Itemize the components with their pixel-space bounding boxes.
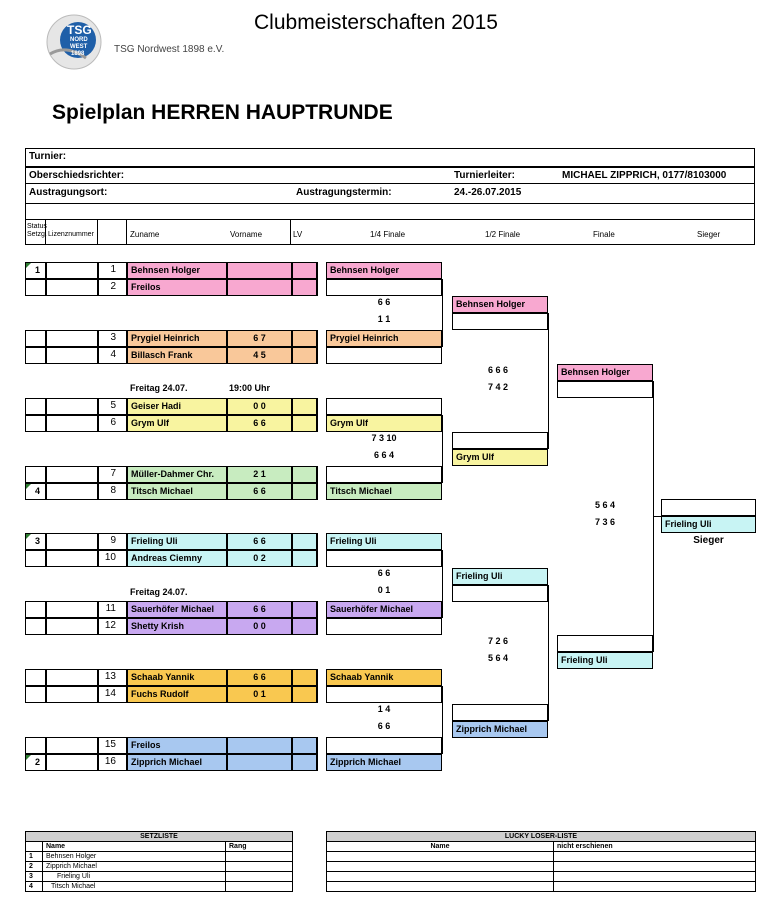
license-cell	[46, 737, 98, 754]
col-zuname: Zuname	[130, 230, 160, 239]
score-sf2-a: 7 2 6	[487, 636, 509, 646]
quarter-slot-top	[326, 466, 442, 483]
seed-marker-icon	[26, 534, 31, 539]
player-number: 2	[98, 279, 127, 296]
score-final-b: 7 3 6	[594, 517, 616, 527]
player-lv	[292, 415, 317, 432]
score-sf1-a: 6 6 6	[487, 365, 509, 375]
player-number: 3	[98, 330, 127, 347]
quarter-winner: Behnsen Holger	[326, 262, 442, 279]
semi-winner: Frieling Uli	[452, 568, 548, 585]
player-name: Behnsen Holger	[127, 262, 227, 279]
quarter-slot-bottom	[326, 686, 442, 703]
player-lv	[292, 737, 317, 754]
setz-name: Behnsen Holger	[43, 852, 226, 862]
player-name: Sauerhöfer Michael	[127, 601, 227, 618]
player-number: 5	[98, 398, 127, 415]
quarter-slot-top	[326, 398, 442, 415]
quarter-winner: Schaab Yannik	[326, 669, 442, 686]
col-status: Status	[27, 223, 47, 230]
setzliste-title: SETZLISTE	[26, 832, 293, 842]
austragungstermin-label: Austragungstermin:	[296, 187, 392, 198]
seed-cell	[25, 618, 46, 635]
player-score	[227, 279, 292, 296]
player-lv	[292, 398, 317, 415]
quarter-winner: Zipprich Michael	[326, 754, 442, 771]
semi-slot-bottom	[452, 313, 548, 330]
player-lv	[292, 347, 317, 364]
license-cell	[46, 669, 98, 686]
setzliste-col-rang: Rang	[226, 842, 293, 852]
quarter-slot-bottom	[326, 550, 442, 567]
score-qf4-b: 6 6	[377, 721, 391, 731]
schedule-day-1: Freitag 24.07.	[130, 383, 188, 393]
setz-num: 2	[26, 862, 43, 872]
player-name: Grym Ulf	[127, 415, 227, 432]
player-lv	[292, 279, 317, 296]
quarter-slot-bottom	[326, 347, 442, 364]
seed-cell: 2	[25, 754, 46, 771]
player-name: Fuchs Rudolf	[127, 686, 227, 703]
final-slot-top	[557, 635, 653, 652]
final-winner: Frieling Uli	[557, 652, 653, 669]
player-lv	[292, 601, 317, 618]
logo-text-4: 1898	[71, 51, 85, 57]
col-setzg: Setzg.	[27, 231, 47, 238]
row-turnier	[25, 148, 755, 167]
player-name: Geiser Hadi	[127, 398, 227, 415]
license-cell	[46, 601, 98, 618]
row-austragung	[25, 184, 755, 204]
setz-name: Titsch Michael	[43, 882, 226, 892]
license-cell	[46, 754, 98, 771]
quarter-winner: Grym Ulf	[326, 415, 442, 432]
license-cell	[46, 618, 98, 635]
seed-marker-icon	[26, 263, 31, 268]
player-name: Müller-Dahmer Chr.	[127, 466, 227, 483]
winner-box-top	[661, 499, 756, 516]
player-number: 7	[98, 466, 127, 483]
player-name: Prygiel Heinrich	[127, 330, 227, 347]
turnierleiter-label: Turnierleiter:	[454, 170, 515, 181]
player-name: Andreas Ciemny	[127, 550, 227, 567]
player-score: 4 5	[227, 347, 292, 364]
player-lv	[292, 754, 317, 771]
quarter-winner: Titsch Michael	[326, 483, 442, 500]
quarter-winner: Frieling Uli	[326, 533, 442, 550]
license-cell	[46, 279, 98, 296]
quarter-slot-top	[326, 737, 442, 754]
schedule-day-2: Freitag 24.07.	[130, 587, 188, 597]
subtitle: Spielplan HERREN HAUPTRUNDE	[52, 101, 393, 124]
player-score: 6 6	[227, 669, 292, 686]
setz-name: Zipprich Michael	[43, 862, 226, 872]
player-score: 6 6	[227, 601, 292, 618]
player-number: 10	[98, 550, 127, 567]
semi-slot-top	[452, 704, 548, 721]
player-lv	[292, 550, 317, 567]
player-score: 0 0	[227, 618, 292, 635]
quarter-slot-bottom	[326, 618, 442, 635]
license-cell	[46, 415, 98, 432]
semi-slot-top	[452, 432, 548, 449]
player-score	[227, 262, 292, 279]
lucky-col-name: Name	[327, 842, 554, 852]
seed-cell	[25, 330, 46, 347]
col-final: Finale	[593, 230, 615, 239]
setz-num: 3	[26, 872, 43, 882]
score-qf1-a: 6 6	[377, 297, 391, 307]
seed-cell	[25, 398, 46, 415]
player-name: Freilos	[127, 279, 227, 296]
license-cell	[46, 466, 98, 483]
player-name: Billasch Frank	[127, 347, 227, 364]
logo-text-3: WEST	[70, 44, 88, 50]
col-vorname: Vorname	[230, 230, 263, 239]
player-name: Titsch Michael	[127, 483, 227, 500]
license-cell	[46, 533, 98, 550]
score-final-a: 5 6 4	[594, 500, 616, 510]
player-name: Zipprich Michael	[127, 754, 227, 771]
player-lv	[292, 686, 317, 703]
score-sf1-b: 7 4 2	[487, 382, 509, 392]
player-number: 9	[98, 533, 127, 550]
player-lv	[292, 466, 317, 483]
player-score: 6 6	[227, 533, 292, 550]
row-oberschiedsrichter	[25, 167, 755, 184]
seed-cell	[25, 686, 46, 703]
seed-cell	[25, 737, 46, 754]
player-lv	[292, 533, 317, 550]
seed-cell: 3	[25, 533, 46, 550]
winner-name: Frieling Uli	[661, 516, 756, 533]
semi-slot-bottom	[452, 585, 548, 602]
seed-cell	[25, 415, 46, 432]
setzliste-col-name: Name	[43, 842, 226, 852]
player-name: Schaab Yannik	[127, 669, 227, 686]
score-sf2-b: 5 6 4	[487, 653, 509, 663]
score-qf1-b: 1 1	[377, 314, 391, 324]
seed-cell	[25, 347, 46, 364]
player-number: 12	[98, 618, 127, 635]
seed-cell	[25, 550, 46, 567]
club-name: TSG Nordwest 1898 e.V.	[114, 44, 225, 55]
turnier-label: Turnier:	[29, 151, 67, 162]
schedule-time-1: 19:00 Uhr	[229, 383, 271, 393]
semi-winner: Zipprich Michael	[452, 721, 548, 738]
score-qf2-b: 6 6 4	[373, 450, 395, 460]
player-number: 11	[98, 601, 127, 618]
license-cell	[46, 398, 98, 415]
col-semi: 1/2 Finale	[485, 230, 521, 239]
seed-cell	[25, 669, 46, 686]
logo-text-1: TSG	[67, 23, 92, 37]
setz-name: Frieling Uli	[43, 872, 226, 882]
player-number: 1	[98, 262, 127, 279]
player-name: Freilos	[127, 737, 227, 754]
col-quarter: 1/4 Finale	[370, 230, 406, 239]
seed-cell: 4	[25, 483, 46, 500]
page-title: Clubmeisterschaften 2015	[254, 11, 498, 34]
player-lv	[292, 262, 317, 279]
setz-num: 1	[26, 852, 43, 862]
col-lizenz: Lizenznummer	[48, 231, 94, 238]
player-lv	[292, 618, 317, 635]
player-number: 6	[98, 415, 127, 432]
quarter-winner: Sauerhöfer Michael	[326, 601, 442, 618]
lucky-col-missing: nicht erschienen	[554, 842, 756, 852]
score-qf2-a: 7 3 10	[371, 433, 397, 443]
quarter-slot-bottom	[326, 279, 442, 296]
score-qf4-a: 1 4	[377, 704, 391, 714]
lucky-loser-table	[326, 831, 756, 892]
license-cell	[46, 330, 98, 347]
semi-winner: Grym Ulf	[452, 449, 548, 466]
player-score: 6 6	[227, 483, 292, 500]
seed-marker-icon	[26, 484, 31, 489]
turnierleiter-value: MICHAEL ZIPPRICH, 0177/8103000	[562, 170, 727, 181]
player-score: 6 7	[227, 330, 292, 347]
seed-cell	[25, 279, 46, 296]
oberschiedsrichter-label: Oberschiedsrichter:	[29, 170, 125, 181]
col-winner: Sieger	[697, 230, 721, 239]
player-score: 6 6	[227, 415, 292, 432]
club-logo	[46, 14, 102, 70]
player-number: 15	[98, 737, 127, 754]
quarter-winner: Prygiel Heinrich	[326, 330, 442, 347]
score-qf3-b: 0 1	[377, 585, 391, 595]
final-winner: Behnsen Holger	[557, 364, 653, 381]
setzliste-table	[25, 831, 293, 892]
player-lv	[292, 669, 317, 686]
score-qf3-a: 6 6	[377, 568, 391, 578]
player-score: 0 2	[227, 550, 292, 567]
austragungsort-label: Austragungsort:	[29, 187, 108, 198]
final-slot-bottom	[557, 381, 653, 398]
setz-num: 4	[26, 882, 43, 892]
player-score	[227, 737, 292, 754]
player-lv	[292, 483, 317, 500]
semi-winner: Behnsen Holger	[452, 296, 548, 313]
player-score: 0 0	[227, 398, 292, 415]
player-score: 0 1	[227, 686, 292, 703]
license-cell	[46, 483, 98, 500]
austragungstermin-value: 24.-26.07.2015	[454, 187, 522, 198]
license-cell	[46, 262, 98, 279]
player-name: Frieling Uli	[127, 533, 227, 550]
player-name: Shetty Krish	[127, 618, 227, 635]
player-number: 4	[98, 347, 127, 364]
winner-label: Sieger	[693, 535, 724, 546]
seed-cell: 1	[25, 262, 46, 279]
player-score	[227, 754, 292, 771]
lucky-title: LUCKY LOSER-LISTE	[327, 832, 756, 842]
player-score: 2 1	[227, 466, 292, 483]
seed-marker-icon	[26, 755, 31, 760]
player-lv	[292, 330, 317, 347]
seed-cell	[25, 466, 46, 483]
player-number: 8	[98, 483, 127, 500]
logo-text-2: NORD	[70, 37, 88, 43]
col-lv: LV	[293, 230, 303, 239]
license-cell	[46, 550, 98, 567]
player-number: 14	[98, 686, 127, 703]
license-cell	[46, 686, 98, 703]
player-number: 16	[98, 754, 127, 771]
seed-cell	[25, 601, 46, 618]
player-number: 13	[98, 669, 127, 686]
license-cell	[46, 347, 98, 364]
